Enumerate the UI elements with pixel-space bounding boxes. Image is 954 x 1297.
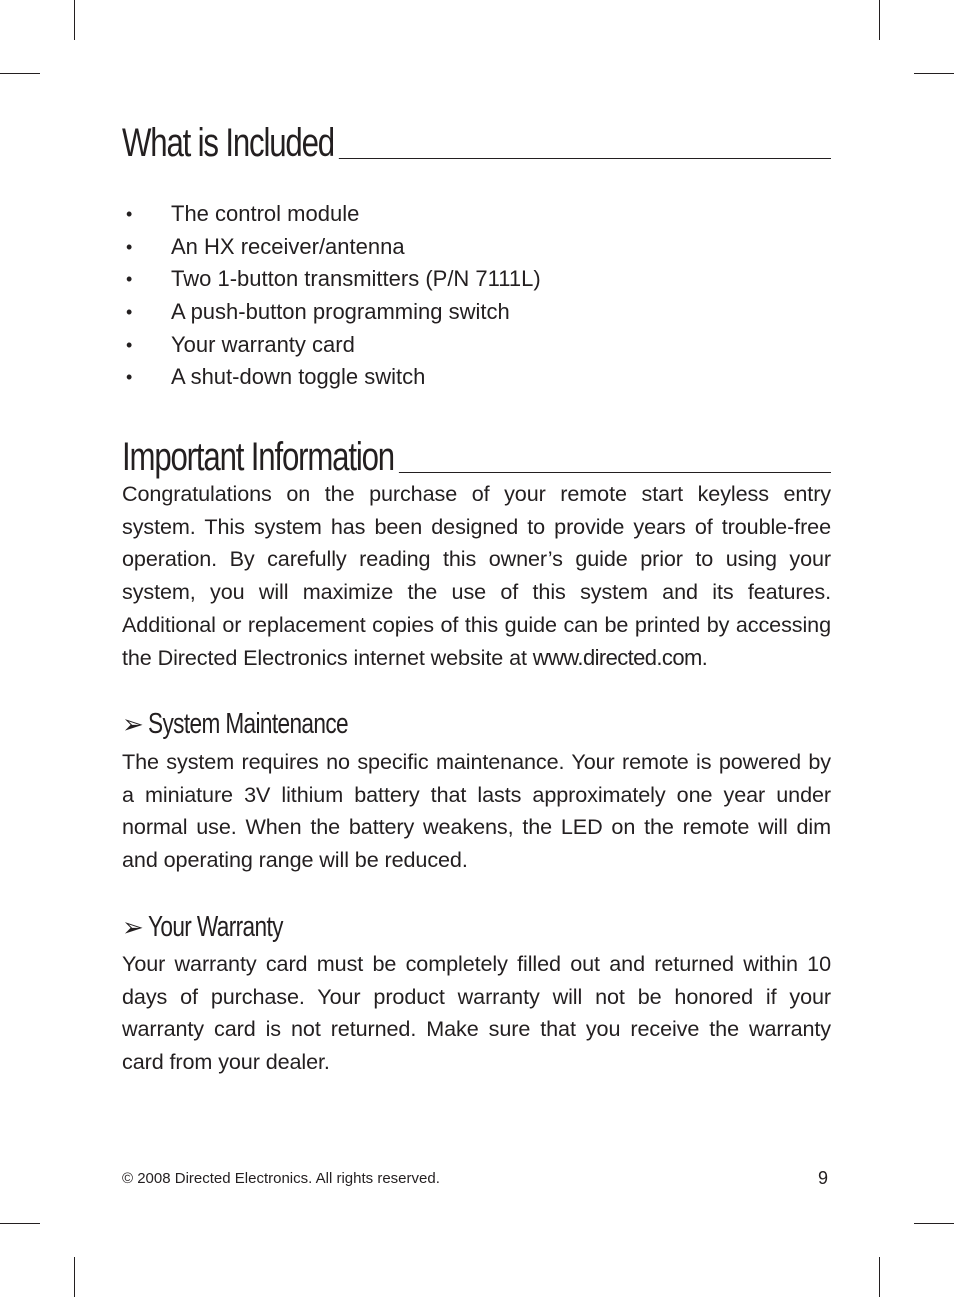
warranty-heading-label: Your Warranty (147, 911, 283, 943)
crop-mark (0, 1223, 40, 1224)
crop-mark (914, 1223, 954, 1224)
maintenance-heading (122, 710, 404, 739)
list-item (122, 329, 541, 362)
important-heading-rule (122, 428, 831, 479)
list-item-label: A shut-down toggle switch (171, 364, 426, 390)
list-item-label: An HX receiver/antenna (171, 233, 405, 259)
page-number: 9 (818, 1168, 829, 1188)
important-text: Congratulations on the purchase of your remote start keyless entry system. This system has been designed to provide years of trouble-free operation. By carefully reading this owner’s guide prior to using your system, you will maximize the use of this system and its features. Additional or replacement copies of this guide can be printed by accessing the Directed Electronics internet website at (122, 481, 831, 670)
warranty-heading (122, 913, 321, 942)
list-item-label: Two 1-button transmitters (P/N 7111L) (171, 266, 541, 292)
bullet-icon: • (126, 302, 133, 323)
important-text-end: . (701, 644, 708, 670)
crop-mark (914, 73, 954, 74)
list-item-label: Your warranty card (171, 331, 355, 357)
warranty-body: Your warranty card must be completely filled out and returned within 10 days of purchase. Your product warranty will not be honored if your warranty card is not returned. Make sure that you receive the warranty card from your dealer. (122, 951, 831, 1075)
bullet-icon: • (126, 269, 133, 290)
list-item (122, 263, 541, 296)
important-body (122, 478, 831, 674)
crop-mark (879, 0, 880, 40)
maintenance-body: The system requires no specific maintenance. Your remote is powered by a miniature 3V lithium battery that lasts approximately one year under normal use. When the battery weakens, the LED on the remote will dim and operating range will be reduced. (122, 749, 831, 873)
crop-mark (74, 0, 75, 40)
list-item (122, 296, 541, 329)
website-link[interactable]: www.directed.com (532, 644, 702, 670)
maintenance-heading-label: System Maintenance (147, 708, 348, 740)
arrow-right-icon: ➢ (122, 709, 144, 739)
list-item-label: The control module (171, 201, 360, 226)
crop-mark (74, 1257, 75, 1297)
copyright-text: © 2008 Directed Electronics. All rights reserved. (122, 1170, 440, 1187)
bullet-icon: • (126, 204, 133, 224)
crop-mark (0, 73, 40, 74)
important-heading: Important Information (122, 437, 399, 477)
crop-mark (879, 1257, 880, 1297)
included-heading-rule (122, 114, 831, 165)
included-list (122, 198, 541, 394)
list-item-label: A push-button programming switch (171, 299, 510, 325)
arrow-right-icon: ➢ (122, 912, 144, 942)
included-heading: What is Included (122, 123, 339, 163)
list-item (122, 198, 541, 231)
bullet-icon: • (126, 334, 133, 355)
list-item (122, 361, 541, 394)
bullet-icon: • (126, 367, 133, 388)
list-item (122, 231, 541, 264)
bullet-icon: • (126, 236, 133, 257)
